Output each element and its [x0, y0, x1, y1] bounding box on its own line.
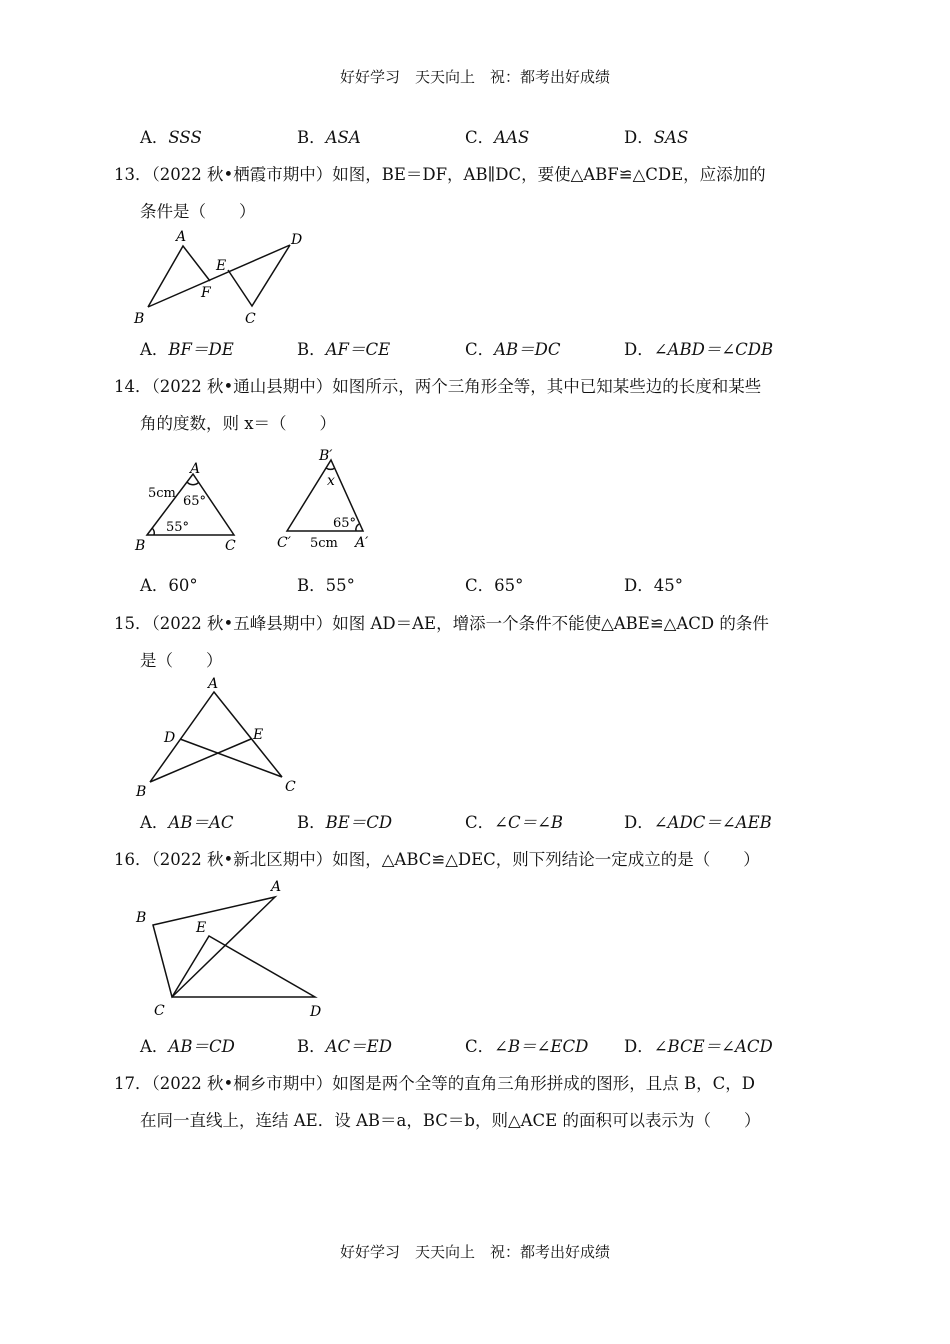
q14-stem-line2: 角的度数，则 x＝（ ）: [140, 414, 337, 433]
q13-option-d[interactable]: D．∠ABD＝∠CDB: [624, 340, 774, 359]
q14-option-d[interactable]: D．45°: [624, 576, 683, 595]
q15-option-b[interactable]: B．BE＝CD: [297, 813, 393, 832]
q16-label-b: B: [136, 910, 147, 926]
q14-label-aprime: A′: [355, 535, 369, 551]
q15-option-a[interactable]: A．AB＝AC: [140, 813, 234, 832]
q14-option-a[interactable]: A．60°: [140, 576, 198, 595]
q13-label-b: B: [134, 311, 145, 327]
q15-label-e: E: [253, 727, 264, 743]
q13-label-f: F: [201, 285, 211, 301]
q12-option-b[interactable]: B．ASA: [297, 128, 361, 147]
q16-option-d[interactable]: D．∠BCE＝∠ACD: [624, 1037, 773, 1056]
q16-stem-line1: 16．（2022 秋•新北区期中）如图，△ABC≌△DEC，则下列结论一定成立的是（ ）: [114, 850, 760, 869]
q14-stem-line1: 14．（2022 秋•通山县期中）如图所示，两个三角形全等，其中已知某些边的长度和某些: [114, 377, 762, 396]
q17-stem-line2: 在同一直线上，连结 AE．设 AB＝a，BC＝b，则△ACE 的面积可以表示为（ ）: [140, 1111, 761, 1130]
q16-label-d: D: [310, 1004, 322, 1020]
q16-label-a: A: [271, 879, 282, 895]
q14-side-5cm-left: 5cm: [148, 486, 176, 501]
q13-stem-line2: 条件是（ ）: [140, 202, 256, 221]
page-footer: 好好学习 天天向上 祝：都考出好成绩: [339, 1243, 610, 1261]
q13-label-e: E: [216, 258, 227, 274]
q17-stem-line1: 17．（2022 秋•桐乡市期中）如图是两个全等的直角三角形拼成的图形，且点 B，C，D: [114, 1074, 755, 1093]
q14-label-a: A: [190, 461, 201, 477]
q13-stem-line1: 13．（2022 秋•栖霞市期中）如图，BE＝DF，AB∥DC，要使△ABF≌△CDE，应添加的: [114, 165, 766, 184]
q15-option-d[interactable]: D．∠ADC＝∠AEB: [624, 813, 772, 832]
q15-label-c: C: [285, 779, 296, 795]
q13-option-b[interactable]: B．AF＝CE: [297, 340, 391, 359]
q14-angle-aprime-value: 65°: [333, 516, 357, 531]
q13-label-a: A: [176, 229, 187, 245]
q14-label-c: C: [225, 538, 236, 554]
q14-option-c[interactable]: C．65°: [465, 576, 524, 595]
q15-stem-line2: 是（ ）: [140, 651, 223, 670]
q16-option-a[interactable]: A．AB＝CD: [140, 1037, 235, 1056]
q16-option-b[interactable]: B．AC＝ED: [297, 1037, 392, 1056]
q15-label-b: B: [136, 784, 147, 800]
q13-label-c: C: [245, 311, 256, 327]
q16-label-e: E: [196, 920, 207, 936]
q14-option-b[interactable]: B．55°: [297, 576, 355, 595]
q15-label-d: D: [164, 730, 176, 746]
q15-label-a: A: [208, 676, 219, 692]
q14-label-bprime: B′: [319, 448, 333, 464]
q14-label-b: B: [135, 538, 146, 554]
q14-label-cprime: C′: [277, 535, 291, 551]
q12-option-d[interactable]: D．SAS: [624, 128, 689, 147]
q14-side-5cm-right: 5cm: [310, 536, 338, 551]
q14-angle-b-value: 55°: [166, 520, 190, 535]
q16-label-c: C: [154, 1003, 165, 1019]
q13-option-a[interactable]: A．BF＝DE: [140, 340, 234, 359]
q12-option-c[interactable]: C．AAS: [465, 128, 530, 147]
q13-label-d: D: [291, 232, 303, 248]
q16-triangle-abc: [153, 897, 275, 997]
q15-stem-line1: 15．（2022 秋•五峰县期中）如图 AD＝AE，增添一个条件不能使△ABE≌△ACD 的条件: [114, 614, 769, 633]
q14-label-x: x: [327, 473, 335, 489]
q13-option-c[interactable]: C．AB＝DC: [465, 340, 561, 359]
q16-option-c[interactable]: C．∠B＝∠ECD: [465, 1037, 589, 1056]
q14-angle-a-value: 65°: [183, 494, 207, 509]
q15-option-c[interactable]: C．∠C＝∠B: [465, 813, 564, 832]
page-header: 好好学习 天天向上 祝：都考出好成绩: [339, 68, 610, 86]
q16-triangle-dec: [172, 936, 315, 997]
q12-option-a[interactable]: A．SSS: [140, 128, 202, 147]
